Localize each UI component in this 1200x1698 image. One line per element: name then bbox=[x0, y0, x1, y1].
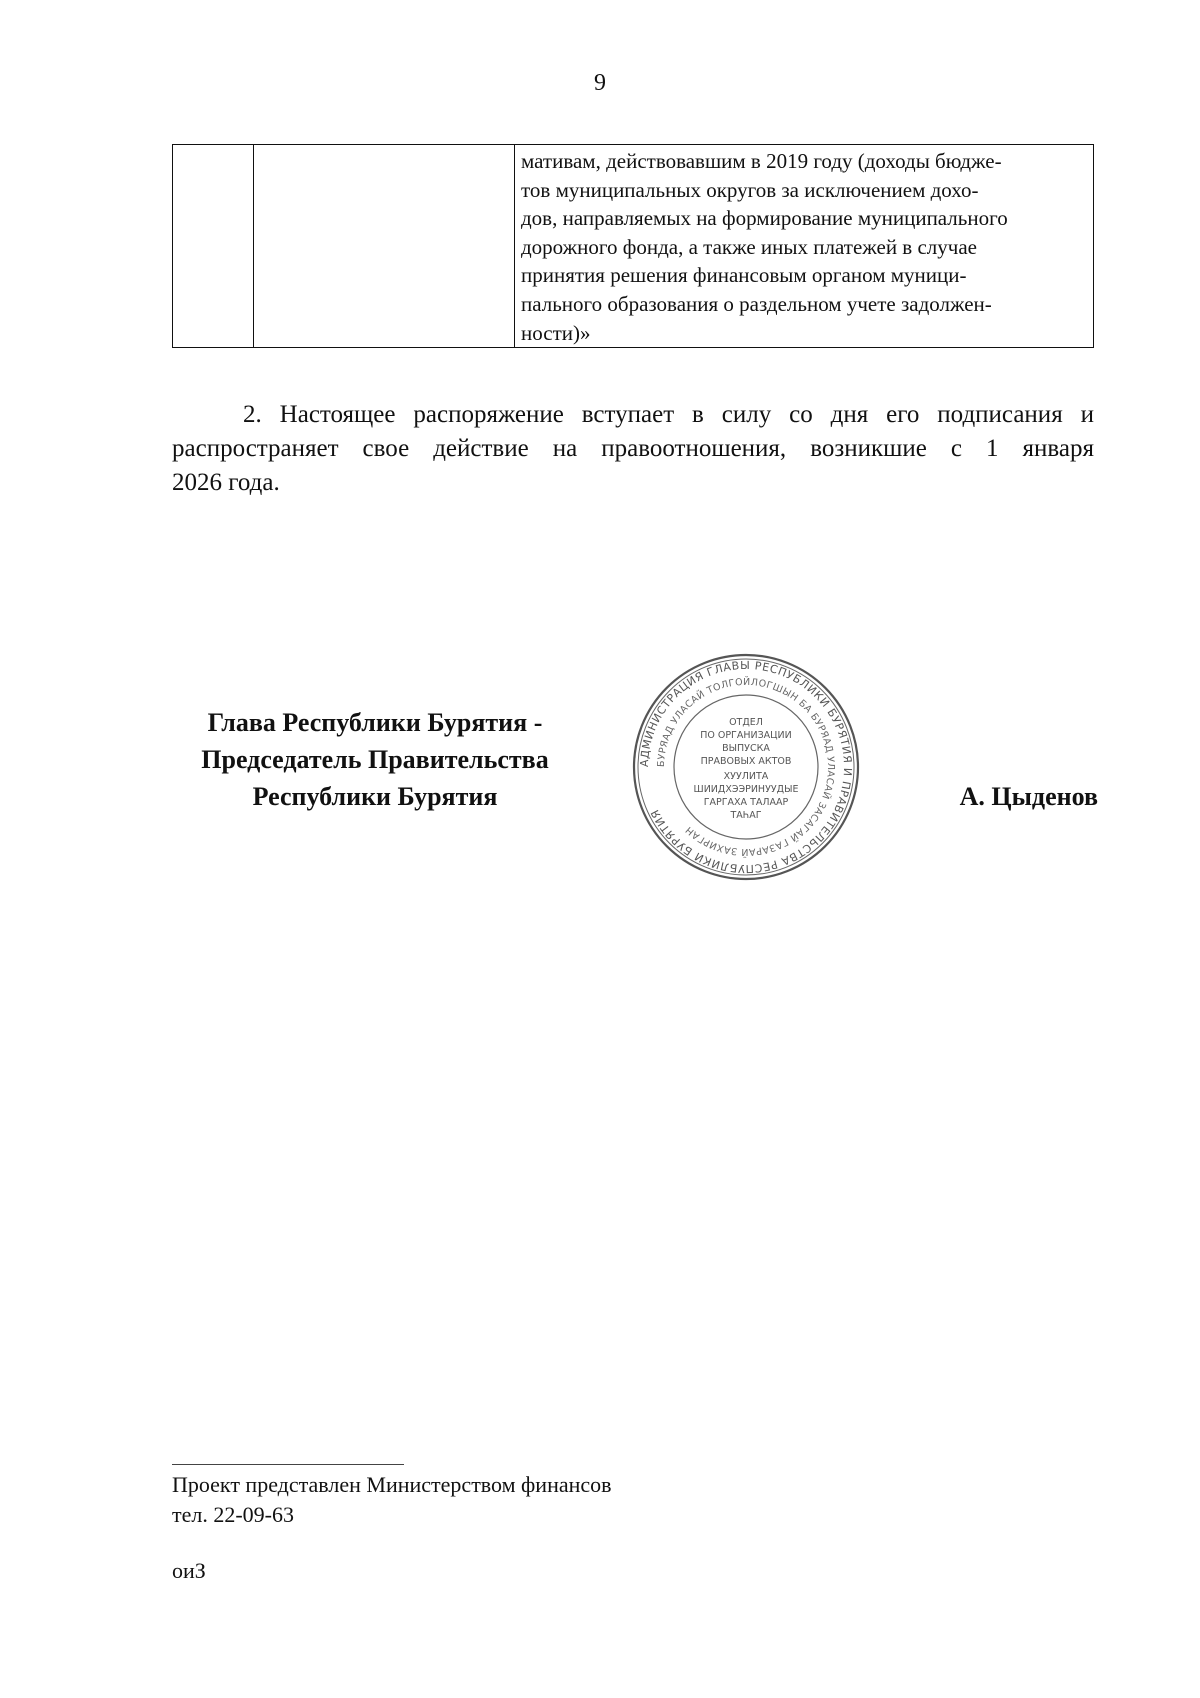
seal-center-line: ГАРГАХА ТАЛААР bbox=[703, 797, 789, 808]
table-text-line: ности)» bbox=[521, 320, 591, 345]
signer-position-line: Республики Бурятия bbox=[252, 782, 498, 811]
table-text-line: дорожного фонда, а также иных платежей в случае bbox=[521, 234, 977, 259]
signer-name: А. Цыденов bbox=[959, 782, 1098, 811]
paragraph-line: распространяет свое действие на правоотношения, возникшие с 1 января bbox=[172, 435, 1094, 462]
signer-position bbox=[150, 704, 600, 815]
table-text-line: пального образования о раздельном учете задолжен- bbox=[521, 291, 992, 316]
table-cell-description bbox=[515, 145, 1094, 348]
seal-center-line: ХУУЛИТА bbox=[723, 771, 769, 782]
footnote-line: Проект представлен Министерством финансов bbox=[172, 1472, 612, 1497]
table-cell-number bbox=[173, 145, 254, 348]
paragraph-line: 2026 года. bbox=[172, 469, 280, 496]
table-row bbox=[173, 145, 1094, 348]
seal-inner-text: БУРЯАД УЛАСАЙ ТОЛГОЙЛОГШЫН БА БУРЯАД УЛАСАЙ ЗАСАГАЙ ГАЗАРАЙ ЗАХИРГАН bbox=[655, 676, 837, 858]
document-code: оиЗ bbox=[172, 1558, 206, 1583]
table-cell-code bbox=[254, 145, 515, 348]
table-text-line: тов муниципальных округов за исключением дохо- bbox=[521, 177, 979, 202]
page-number: 9 bbox=[594, 70, 606, 96]
seal-center-line: ТАҺАГ bbox=[730, 810, 762, 821]
seal-center-line: ВЫПУСКА bbox=[722, 743, 770, 754]
effective-date-paragraph bbox=[172, 398, 1094, 500]
seal-center-line: ШИИДХЭЭРИНУУДЫЕ bbox=[693, 784, 799, 795]
table-text-line: мативам, действовавшим в 2019 году (доходы бюдже- bbox=[521, 149, 1002, 173]
seal-outer-text: АДМИНИСТРАЦИЯ ГЛАВЫ РЕСПУБЛИКИ БУРЯТИЯ И ПРАВИТЕЛЬСТВА РЕСПУБЛИКИ БУРЯТИЯ bbox=[637, 658, 855, 876]
table-text-line: дов, направляемых на формирование муниципального bbox=[521, 206, 1008, 231]
table-text-line: принятия решения финансовым органом муници- bbox=[521, 263, 967, 288]
seal-center-line: ПО ОРГАНИЗАЦИИ bbox=[700, 730, 792, 741]
official-seal bbox=[630, 651, 862, 883]
footnote-divider bbox=[172, 1464, 404, 1465]
signer-position-line: Председатель Правительства bbox=[201, 745, 549, 774]
footnote-line: тел. 22-09-63 bbox=[172, 1502, 295, 1527]
seal-center-line: ПРАВОВЫХ АКТОВ bbox=[700, 756, 792, 767]
seal-center-line: ОТДЕЛ bbox=[729, 717, 763, 728]
footnote bbox=[172, 1470, 612, 1530]
signer-position-line: Глава Республики Бурятия - bbox=[207, 708, 543, 737]
continuation-table bbox=[172, 144, 1094, 348]
paragraph-line: 2. Настоящее распоряжение вступает в силу со дня его подписания и bbox=[243, 401, 1094, 428]
